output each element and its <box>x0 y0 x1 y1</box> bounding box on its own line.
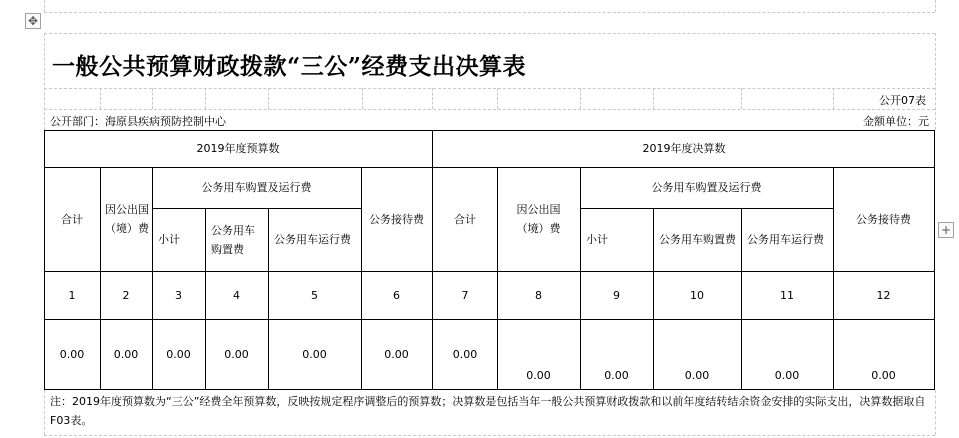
value-cell: 0.00 <box>452 348 478 361</box>
actual-vehicle-group-header: 公务用车购置及运行费 <box>651 181 762 194</box>
value-cell: 0.00 <box>302 348 327 361</box>
form-code: 公开07表 <box>879 94 926 107</box>
value-cell: 0.00 <box>166 348 191 361</box>
budget-reception-header: 公务接待费 <box>369 212 424 226</box>
col-number: 10 <box>690 288 704 302</box>
col-number: 6 <box>393 288 400 302</box>
value-cell: 0.00 <box>526 369 551 382</box>
department-label: 公开部门：海原县疾病预防控制中心 <box>50 115 226 128</box>
actual-subtotal-header: 小计 <box>586 233 608 246</box>
budget-vehicle-operation-header: 公务用车运行费 <box>274 233 351 246</box>
page-title: 一般公共预算财政拨款“三公”经费支出决算表 <box>52 53 526 80</box>
value-cell: 0.00 <box>684 369 710 382</box>
value-cell: 0.00 <box>113 348 139 361</box>
value-cell: 0.00 <box>774 369 800 382</box>
unit-label: 金额单位：元 <box>863 115 929 128</box>
move-icon: ✥ <box>27 14 39 28</box>
col-number: 9 <box>613 288 620 302</box>
value-cell: 0.00 <box>871 369 896 382</box>
col-number: 12 <box>876 288 891 302</box>
col-number: 11 <box>780 288 794 302</box>
col-number: 8 <box>535 288 542 302</box>
col-number: 1 <box>68 288 76 302</box>
budget-group-header: 2019年度预算数 <box>196 142 280 155</box>
value-cell: 0.00 <box>59 348 85 361</box>
budget-total-header: 合计 <box>61 212 83 226</box>
value-cell: 0.00 <box>224 348 249 361</box>
budget-abroad-header: 因公出国（境）费 <box>105 203 149 235</box>
footnote: 注：2019年度预算数为“三公”经费全年预算数，反映按规定程序调整后的预算数；决算数是包括当年一般公共预算财政拨款和以前年度结转结余资金安排的实际支出，决算数据取自F03表。 <box>50 395 926 427</box>
actual-reception-header: 公务接待费 <box>856 212 911 226</box>
budget-subtotal-header: 小计 <box>158 233 180 246</box>
value-cell: 0.00 <box>604 369 629 382</box>
col-number: 4 <box>233 288 240 302</box>
budget-vehicle-purchase-header: 公务用车购置费 <box>211 223 255 256</box>
actual-total-header: 合计 <box>454 212 476 226</box>
budget-vehicle-group-header: 公务用车购置及运行费 <box>201 181 312 194</box>
actual-vehicle-purchase-header: 公务用车购置费 <box>659 233 736 246</box>
col-number: 3 <box>175 288 182 302</box>
col-number: 2 <box>122 288 130 302</box>
add-row-handle[interactable] <box>938 222 954 238</box>
actual-vehicle-operation-header: 公务用车运行费 <box>747 233 824 246</box>
col-number: 5 <box>311 288 318 302</box>
value-cell: 0.00 <box>384 348 409 361</box>
add-icon: + <box>940 223 952 237</box>
move-handle[interactable] <box>25 13 41 29</box>
expenditure-table <box>44 130 935 390</box>
actual-group-header: 2019年度决算数 <box>642 142 726 155</box>
col-number: 7 <box>461 288 469 302</box>
actual-abroad-header: 因公出国（境）费 <box>516 203 561 235</box>
